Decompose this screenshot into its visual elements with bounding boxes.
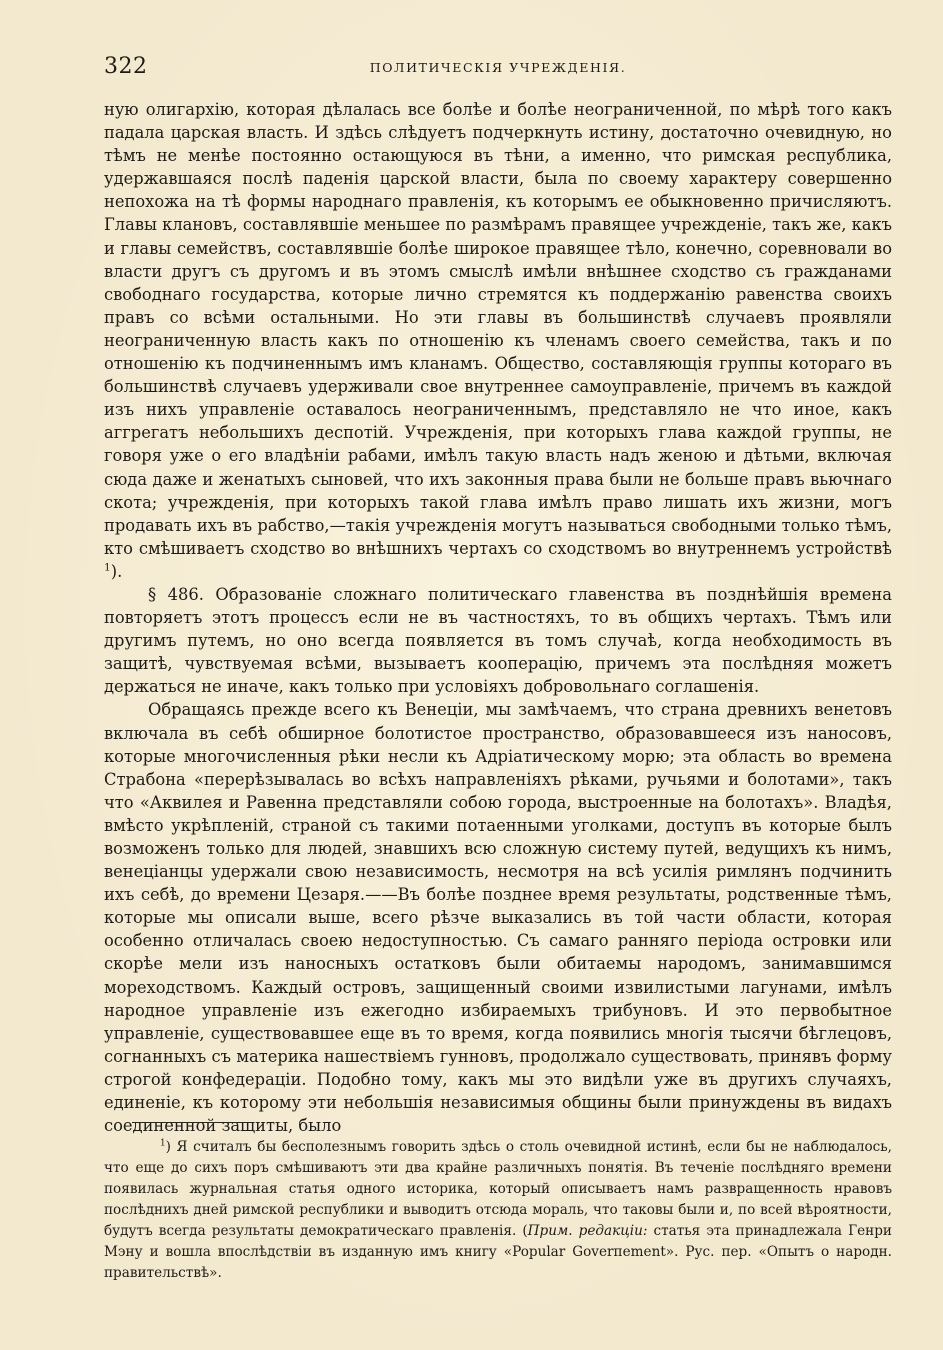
paragraph-section-486: § 486. Образованіе сложнаго политическаго главенства въ позднѣйшія времена повторяетъ этотъ процессъ если не въ частностяхъ, то въ общихъ чертахъ. Тѣмъ или другимъ путемъ, но оно всегда появляется въ томъ случаѣ, когда необходимость въ защитѣ, чувствуемая всѣми, вызываетъ кооперацію, причемъ эта послѣдняя можетъ держаться не иначе, какъ только при условіяхъ добровольнаго соглашенія.: [104, 584, 892, 697]
running-title: ПОЛИТИЧЕСКІЯ УЧРЕЖДЕНІЯ.: [369, 60, 627, 75]
footnote-text: ) Я считалъ бы бесполезнымъ говорить здѣсь о столь очевидной истинѣ, если бы не наблюдалось, что еще до сихъ поръ смѣшиваютъ эти два крайне различныхъ понятія. Въ теченіе послѣдняго времени появилась журнальная статья одного историка, который описываетъ намъ развращенность нравовъ послѣднихъ дней римской республики и выводитъ отсюда мораль, что таковы были и, по всей вѣроятности, будутъ всегда результаты демократическаго правленія. (: [104, 1139, 892, 1239]
paragraph-venice: Обращаясь прежде всего къ Венеціи, мы замѣчаемъ, что страна древнихъ венетовъ включала въ себѣ обширное болотистое пространство, образовавшееся изъ наносовъ, которые многочисленныя рѣки несли къ Адріатическому морю; эта область во времена Страбона «перерѣзывалась во всѣхъ направленіяхъ рѣками, ручьями и болотами», такъ что «Аквилея и Равенна представляли собою города, выстроенные на болотахъ». Владѣя, вмѣсто укрѣпленій, страной съ такими потаенными уголками, доступъ въ которые былъ возможенъ только для людей, знавшихъ всю сложную систему путей, ведущихъ къ нимъ, венеціанцы удержали свою независимость, несмотря на всѣ усилія римлянъ подчинить ихъ себѣ, до времени Цезаря.——Въ болѣе позднее время результаты, родственные тѣмъ, которые мы описали выше, всего рѣзче выказались въ той части области, которая особенно отличалась своею недоступностью. Съ самаго ранняго періода островки или скорѣе мели изъ наносныхъ остатковъ были обитаемы народомъ, занимавшимся мореходствомъ. Каждый островъ, защищенный своими извилистыми лагунами, имѣлъ народное управленіе изъ ежегодно избираемыхъ трибуновъ. И это первобытное управленіе, существовавшее еще въ то время, когда появились многія тысячи бѣглецовъ, согнанныхъ съ материка нашествіемъ гунновъ, продолжало существовать, принявъ форму строгой конфедераціи. Подобно тому, какъ мы это видѣли уже въ другихъ случаяхъ, единеніе, къ которому эти небольшія независимыя общины были принуждены въ видахъ соединенной защиты, было: [104, 700, 892, 1136]
footnote-mark: 1: [160, 1138, 166, 1149]
footnote-divider: [132, 1122, 252, 1123]
paragraph-continuation: [104, 98, 892, 583]
footnote: [104, 1137, 892, 1284]
footnote-reference: 1: [104, 561, 111, 574]
page-header: [104, 54, 892, 84]
main-text: [104, 98, 892, 1137]
footnote-text-continued: статья эта принадлежала Генри Мэну и вошла впослѣдствіи въ изданную имъ книгу «Popular Goverпеment». Рус. пер. «Опытъ о народн. правительствѣ».: [104, 1223, 892, 1281]
paragraph-close: ).: [110, 561, 123, 581]
paragraph-text: ную олигархію, которая дѣлалась все болѣе и болѣе неограниченной, по мѣрѣ того какъ падала царская власть. И здѣсь слѣдуетъ подчеркнуть истину, достаточно очевидную, но тѣмъ не менѣе постоянно остающуюся въ тѣни, а именно, что римская республика, удержавшаяся послѣ паденія царской власти, была по своему характеру совершенно непохожа на тѣ формы народнаго правленія, къ которымъ ее обыкновенно причисляютъ. Главы клановъ, составлявшіе меньшее по размѣрамъ правящее учрежденіе, такъ же, какъ и главы семействъ, составлявшіе болѣе широкое правящее тѣло, конечно, соревновали во власти другъ съ другомъ и въ этомъ смыслѣ имѣли внѣшнее сходство съ гражданами свободнаго государства, которые лично стремятся къ поддержанію равенства своихъ правъ со всѣми остальными. Но эти главы въ большинствѣ случаевъ проявляли неограниченную власть какъ по отношенію къ членамъ своего семейства, такъ и по отношенію къ подчиненнымъ имъ кланамъ. Общество, составляющія группы котораго въ большинствѣ случаевъ удерживали свое внутреннее самоуправленіе, причемъ въ каждой изъ нихъ управленіе оставалось неограниченнымъ, представляло не что иное, какъ аггрегатъ небольшихъ деспотій. Учрежденія, при которыхъ глава каждой группы, не говоря уже о его владѣніи рабами, имѣлъ такую власть надъ женою и дѣтьми, включая сюда даже и женатыхъ сыновей, что ихъ законныя права были не больше правъ вьючнаго скота; учрежденія, при которыхъ такой глава имѣлъ право лишать ихъ жизни, могъ продавать ихъ въ рабство,—такія учрежденія могутъ называться свободными только тѣмъ, кто смѣшиваетъ сходство во внѣшнихъ чертахъ со сходствомъ во внутреннемъ устройствѣ: [104, 100, 892, 558]
page-number: 322: [104, 54, 148, 79]
editor-note-label: Прим. редакціи:: [527, 1223, 648, 1239]
